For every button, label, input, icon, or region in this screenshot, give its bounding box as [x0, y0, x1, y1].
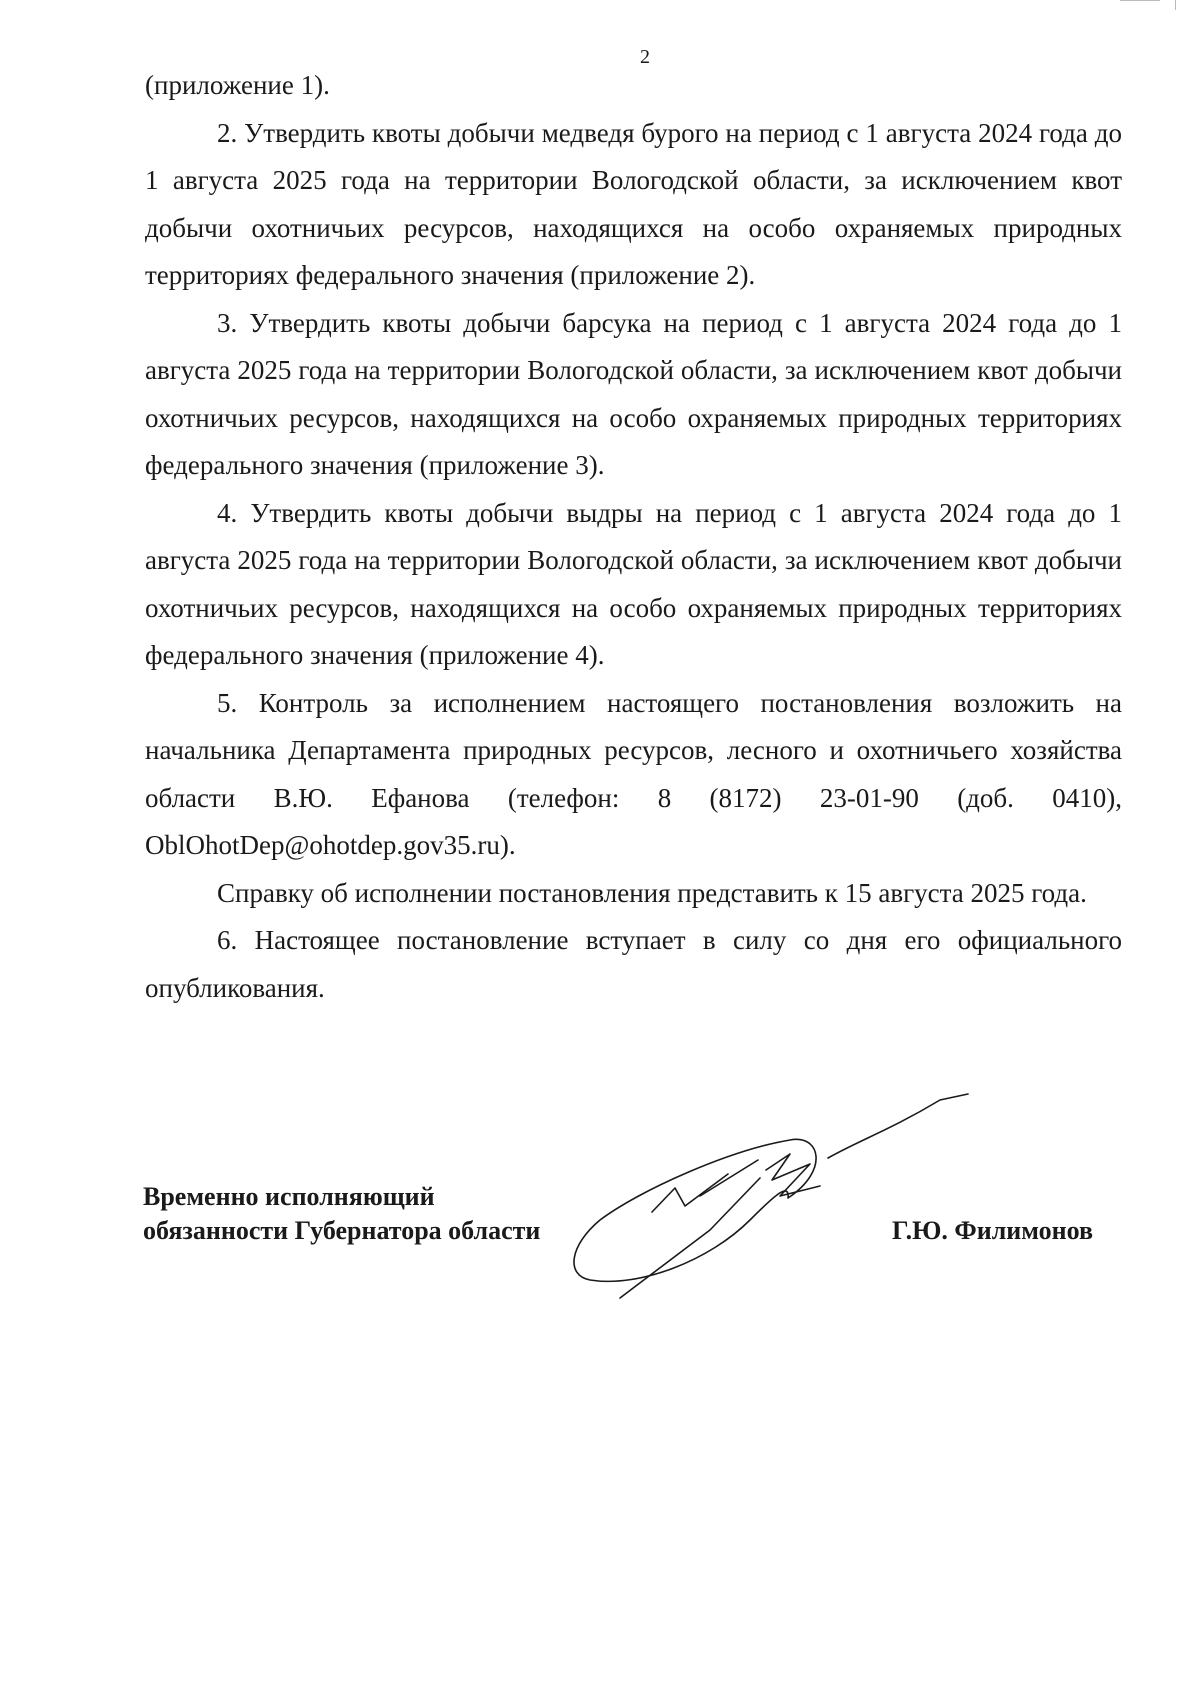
- scan-artifact: [1120, 0, 1160, 1]
- signatory-title: [143, 1180, 540, 1248]
- paragraph-continuation: (приложение 1).: [145, 70, 330, 100]
- handwritten-signature: [560, 1090, 980, 1320]
- page-number: 2: [640, 46, 650, 68]
- paragraph-item-5: 5. Контроль за исполнением настоящего постановления возложить на начальника Департамента природных ресурсов, лесного и охотничьего хозяйства области В.Ю. Ефанова (телефон: 8 (8172) 23-01-90 (доб. 0410), OblOhotDep@ohotdep.gov35.ru).: [145, 687, 1122, 860]
- paragraph-report-deadline: Справку об исполнении постановления представить к 15 августа 2025 года.: [217, 877, 1087, 908]
- signatory-title-line-1: Временно исполняющий: [143, 1182, 435, 1211]
- paragraph-item-3: 3. Утвердить квоты добычи барсука на период с 1 августа 2024 года до 1 августа 2025 года на территории Вологодской области, за исключением квот добычи охотничьих ресурсов, находящихся на особо охраняемых природных территориях федерального значения (приложение 3).: [145, 307, 1122, 480]
- paragraph-item-2: 2. Утвердить квоты добычи медведя бурого на период с 1 августа 2024 года до 1 августа 2025 года на территории Вологодской области, за исключением квот добычи охотничьих ресурсов, находящихся на особо охраняемых природных территориях федерального значения (приложение 2).: [145, 117, 1122, 290]
- signatory-title-line-2: обязанности Губернатора области: [143, 1216, 541, 1245]
- scan-artifact: [1175, 0, 1176, 10]
- paragraph-item-6: 6. Настоящее постановление вступает в силу со дня его официального опубликования.: [145, 925, 1122, 1003]
- document-body: [145, 62, 1122, 1012]
- signer-name: Г.Ю. Филимонов: [892, 1216, 1094, 1245]
- paragraph-item-4: 4. Утвердить квоты добычи выдры на период с 1 августа 2024 года до 1 августа 2025 года на территории Вологодской области, за исключением квот добычи охотничьих ресурсов, находящихся на особо охраняемых природных территориях федерального значения (приложение 4).: [145, 497, 1122, 670]
